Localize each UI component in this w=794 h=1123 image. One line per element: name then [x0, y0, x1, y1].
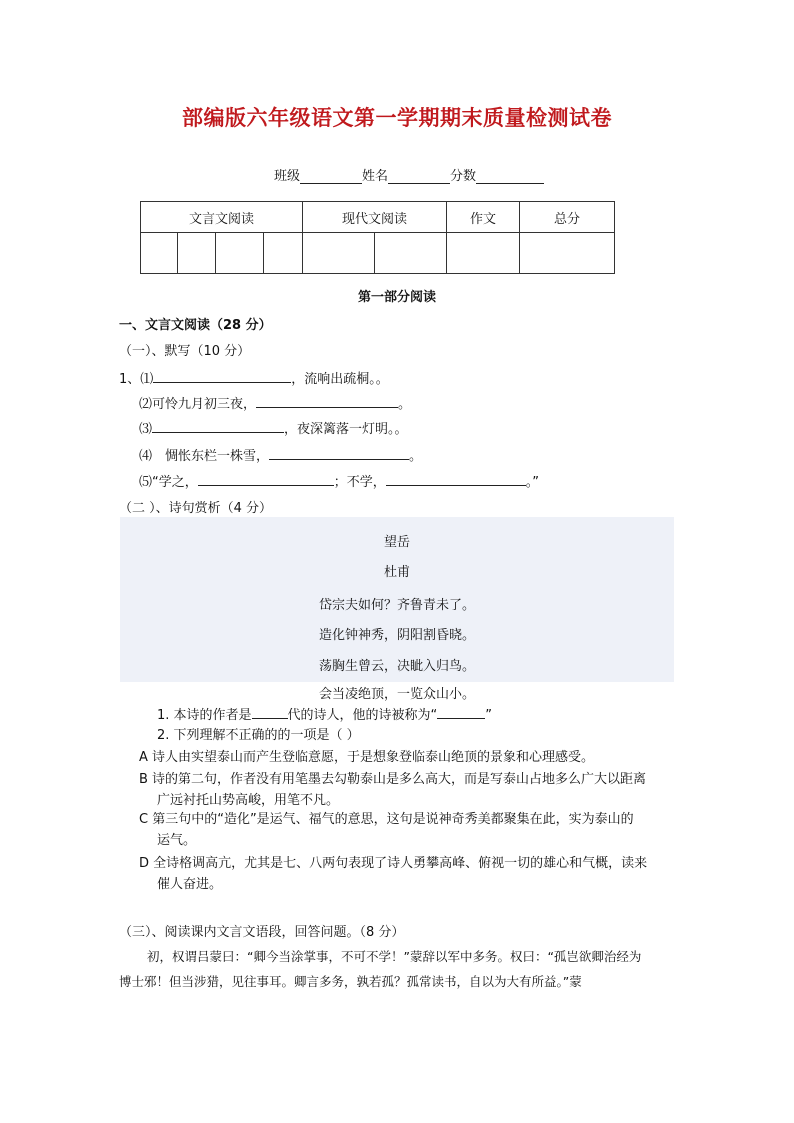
poem-question-1	[157, 704, 492, 723]
option-c-line2: 运气。	[157, 833, 197, 848]
q5-blank-1[interactable]	[198, 473, 334, 486]
poem-author: 杜甫	[383, 565, 410, 580]
section3-heading: （三）、阅读课内文言文语段，回答问题。（8 分）	[119, 925, 405, 940]
q3-blank[interactable]	[152, 420, 284, 433]
score-cell[interactable]	[178, 233, 216, 274]
option-b-line1: B 诗的第二句，作者没有用笔墨去勾勒泰山是多么高大，而是写泰山占地多么广大以距离	[139, 772, 647, 787]
option-d-line2: 催人奋进。	[157, 877, 223, 892]
score-cell[interactable]	[520, 233, 615, 274]
poem-line: 造化钟神秀，阴阳割昏晓。	[318, 628, 475, 643]
score-header-classical: 文言文阅读	[141, 202, 303, 233]
q1-blank[interactable]	[153, 370, 291, 383]
name-label: 姓名	[362, 169, 389, 184]
q3-head: ⑶	[139, 422, 153, 437]
q2-tail: 。	[398, 397, 412, 412]
name-blank[interactable]	[388, 169, 450, 184]
poem-line: 会当凌绝顶，一览众山小。	[318, 687, 475, 702]
dictation-q2	[139, 393, 411, 412]
score-cell[interactable]	[264, 233, 303, 274]
dictation-q5	[139, 471, 539, 490]
poem-title: 望岳	[383, 535, 410, 550]
q4-tail: 。	[409, 449, 423, 464]
score-cell[interactable]	[375, 233, 447, 274]
student-info-line	[274, 165, 544, 184]
pq1-blank-2[interactable]	[437, 706, 485, 719]
score-header-essay: 作文	[447, 202, 520, 233]
option-d-line1: D 全诗格调高亢，尤其是七、八两句表现了诗人勇攀高峰、俯视一切的雄心和气概，读来	[139, 856, 648, 871]
score-cell[interactable]	[447, 233, 520, 274]
q2-head: ⑵可怜九月初三夜，	[139, 397, 257, 412]
q4-blank[interactable]	[269, 447, 409, 460]
q1-number: 1、⑴	[119, 372, 154, 387]
score-header-total: 总分	[520, 202, 615, 233]
q5-head: ⑸“学之，	[139, 475, 198, 490]
option-c-line1: C 第三句中的“造化”是运气、福气的意思，这句是说神奇秀美都聚集在此，实为泰山的	[139, 812, 634, 827]
poem-line: 岱宗夫如何？齐鲁青未了。	[318, 598, 475, 613]
q5-mid: ；不学，	[333, 475, 386, 490]
q1-tail: ，流响出疏桐。。	[291, 372, 389, 387]
option-b-line2: 广远衬托山势高峻，用笔不凡。	[157, 793, 340, 808]
dictation-q3	[139, 418, 408, 437]
score-cell[interactable]	[216, 233, 264, 274]
q3-tail: ，夜深篱落一灯明。。	[284, 422, 408, 437]
q4-head: ⑷ 惆怅东栏一株雪，	[139, 449, 270, 464]
part-title: 第一部分阅读	[357, 290, 436, 305]
pq1-b: 代的诗人，他的诗被称为“	[287, 708, 438, 723]
q5-tail: 。”	[525, 475, 540, 490]
option-a: A 诗人由实望泰山而产生登临意愿，于是想象登临泰山绝顶的景象和心理感受。	[139, 750, 595, 765]
score-cell[interactable]	[303, 233, 375, 274]
dictation-q4	[139, 445, 422, 464]
pq1-blank-1[interactable]	[252, 706, 288, 719]
q5-blank-2[interactable]	[386, 473, 526, 486]
class-label: 班级	[274, 169, 301, 184]
dictation-q1	[119, 368, 389, 387]
passage-line: 博士邪！但当涉猎，见往事耳。卿言多务，孰若孤？孤常读书，自以为大有所益。”蒙	[119, 974, 582, 989]
score-header-modern: 现代文阅读	[303, 202, 447, 233]
exam-title: 部编版六年级语文第一学期期末质量检测试卷	[182, 106, 612, 130]
poem-line: 荡胸生曾云，决眦入归鸟。	[318, 659, 475, 674]
score-label: 分数	[450, 169, 477, 184]
pq1-c: ”	[485, 708, 493, 723]
q2-blank[interactable]	[256, 395, 398, 408]
score-blank[interactable]	[476, 169, 544, 184]
section2-heading: （二 ）、诗句赏析（4 分）	[119, 501, 273, 516]
pq1-a: 1. 本诗的作者是	[157, 708, 252, 723]
section1-sub-heading: （一）、默写（10 分）	[119, 344, 251, 359]
class-blank[interactable]	[300, 169, 362, 184]
poem-question-2: 2. 下列理解不正确的的一项是（ ）	[157, 728, 360, 743]
score-table	[140, 201, 615, 274]
score-cell[interactable]	[141, 233, 178, 274]
section1-heading: 一、文言文阅读（28 分）	[119, 318, 272, 333]
passage-line: 初，权谓吕蒙曰：“卿今当涂掌事，不可不学！”蒙辞以军中多务。权曰：“孤岂欲卿治经为	[147, 949, 642, 964]
